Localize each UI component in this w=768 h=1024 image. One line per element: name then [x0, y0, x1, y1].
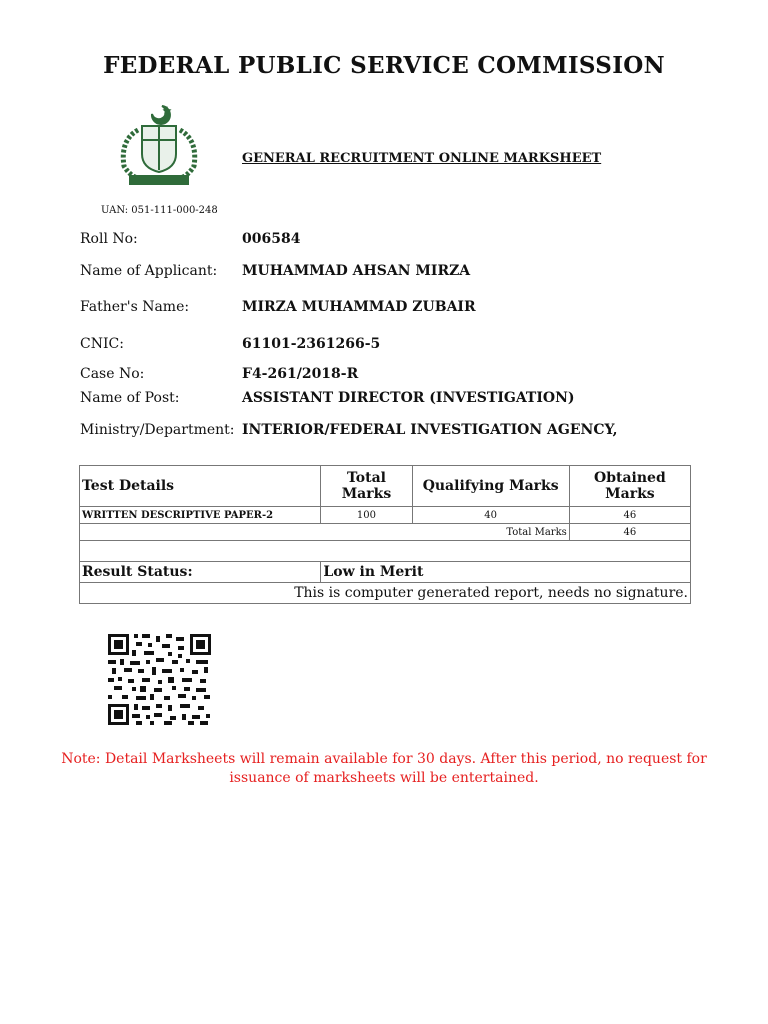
- ministry-value: INTERIOR/FEDERAL INVESTIGATION AGENCY,: [242, 422, 618, 438]
- obtained-marks-cell: 46: [569, 507, 690, 524]
- post-name-label: Name of Post:: [80, 390, 180, 406]
- post-name-value: ASSISTANT DIRECTOR (INVESTIGATION): [242, 390, 575, 406]
- applicant-name-label: Name of Applicant:: [80, 263, 218, 279]
- total-marks-label: Total Marks: [80, 524, 570, 541]
- header-total-marks: Total Marks: [321, 466, 412, 507]
- applicant-name-value: MUHAMMAD AHSAN MIRZA: [242, 263, 471, 279]
- total-marks-value: 46: [569, 524, 690, 541]
- footer-row: [80, 583, 691, 604]
- cnic-value: 61101-2361266-5: [242, 336, 381, 352]
- roll-no-value: 006584: [242, 231, 301, 247]
- total-row: [80, 524, 691, 541]
- note-line-1: Note: Detail Marksheets will remain available for 30 days. After this period, no request for: [61, 751, 707, 767]
- table-row: [80, 507, 691, 524]
- header-qualifying-marks: Qualifying Marks: [412, 466, 569, 507]
- cnic-label: CNIC:: [80, 336, 124, 352]
- note-line-2: issuance of marksheets will be entertained.: [229, 770, 539, 786]
- roll-no-label: Roll No:: [80, 231, 138, 247]
- father-name-label: Father's Name:: [80, 299, 190, 315]
- state-emblem-icon: [112, 100, 206, 192]
- header-obtained-marks: Obtained Marks: [569, 466, 690, 507]
- ministry-label: Ministry/Department:: [80, 422, 235, 438]
- uan-number: UAN: 051-111-000-248: [101, 205, 218, 216]
- page-title: FEDERAL PUBLIC SERVICE COMMISSION: [103, 52, 665, 79]
- qr-code-icon: [108, 634, 211, 725]
- header-test-details: Test Details: [80, 466, 321, 507]
- case-no-label: Case No:: [80, 366, 145, 382]
- qualifying-marks-cell: 40: [412, 507, 569, 524]
- table-header-row: [80, 466, 691, 507]
- result-status-label: Result Status:: [80, 562, 321, 583]
- marksheet-subtitle: GENERAL RECRUITMENT ONLINE MARKSHEET: [242, 151, 602, 166]
- blank-row: [80, 541, 691, 562]
- father-name-value: MIRZA MUHAMMAD ZUBAIR: [242, 299, 476, 315]
- case-no-value: F4-261/2018-R: [242, 366, 359, 382]
- blank-cell: [80, 541, 691, 562]
- marks-table: [79, 465, 691, 604]
- test-name-cell: WRITTEN DESCRIPTIVE PAPER-2: [80, 507, 321, 524]
- availability-note: [0, 750, 768, 788]
- result-status-value: Low in Merit: [321, 562, 691, 583]
- result-status-row: [80, 562, 691, 583]
- total-marks-cell: 100: [321, 507, 412, 524]
- computer-generated-notice: This is computer generated report, needs no signature.: [80, 583, 691, 604]
